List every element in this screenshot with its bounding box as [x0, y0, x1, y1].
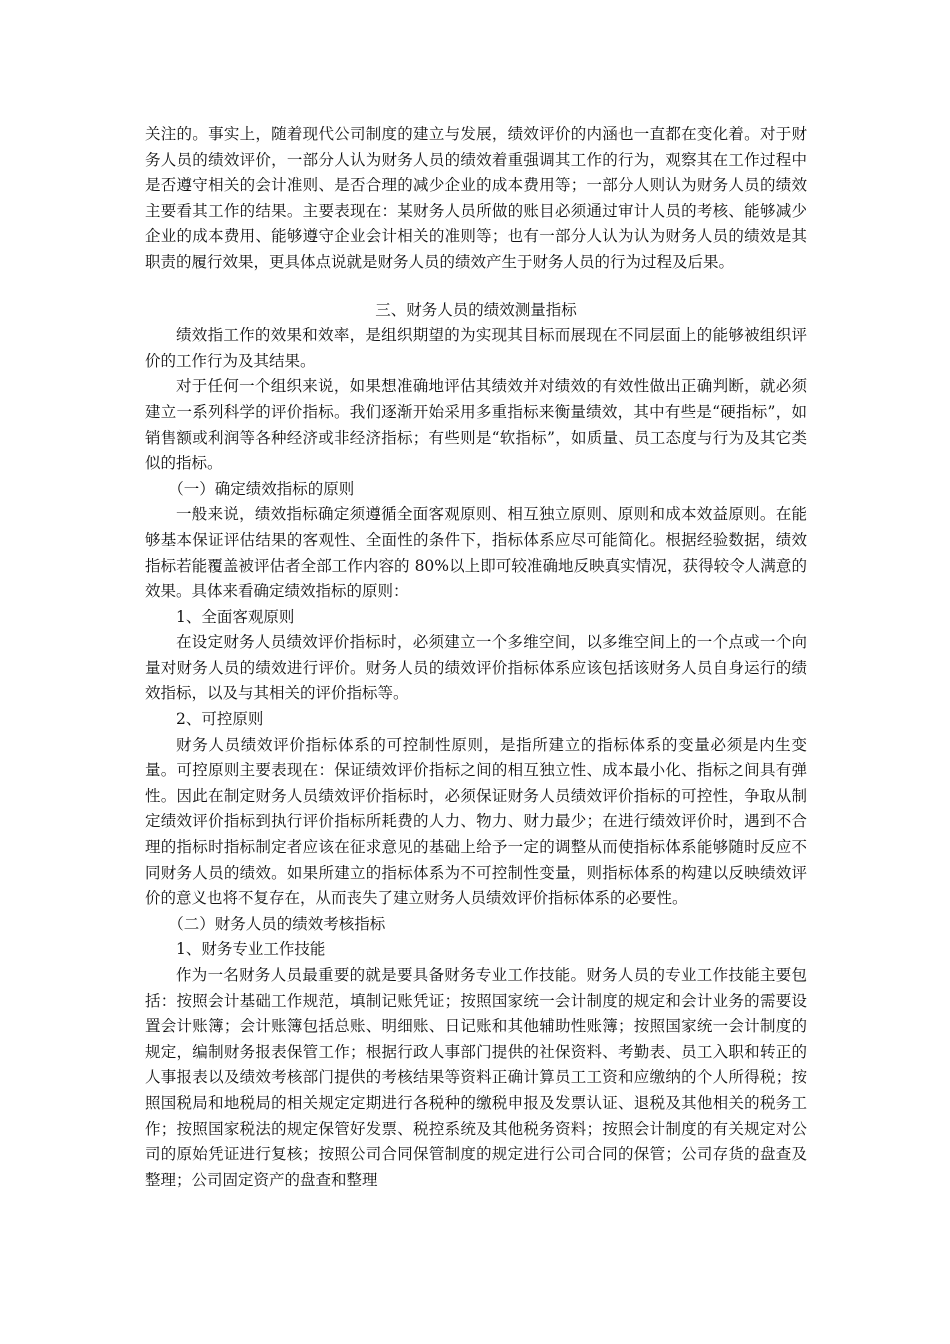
- paragraph: 对于任何一个组织来说，如果想准确地评估其绩效并对绩效的有效性做出正确判断，就必须建立一系列科学的评价指标。我们逐渐开始采用多重指标来衡量绩效，其中有些是“硬指标”，如销售额或利润等各种经济或非经济指标；有些则是“软指标”，如质量、员工态度与行为及其它类似的指标。: [145, 377, 807, 473]
- paragraph: 绩效指工作的效果和效率，是组织期望的为实现其目标而展现在不同层面上的能够被组织评价的工作行为及其结果。: [145, 326, 807, 370]
- paragraph-continuation: 关注的。事实上，随着现代公司制度的建立与发展，绩效评价的内涵也一直都在变化着。对于财务人员的绩效评价，一部分人认为财务人员的绩效着重强调其工作的行为，观察其在工作过程中是否遵守相关的会计准则、是否合理的减少企业的成本费用等；一部分人则认为财务人员的绩效主要看其工作的结果。主要表现在：某财务人员所做的账目必须通过审计人员的考核、能够减少企业的成本费用、能够遵守企业会计相关的准则等；也有一部分人认为认为财务人员的绩效是其职责的履行效果，更具体点说就是财务人员的绩效产生于财务人员的行为过程及后果。: [145, 125, 807, 271]
- paragraph: 作为一名财务人员最重要的就是要具备财务专业工作技能。财务人员的专业工作技能主要包括：按照会计基础工作规范，填制记账凭证；按照国家统一会计制度的规定和会计业务的需要设置会计账簿；会计账簿包括总账、明细账、日记账和其他辅助性账簿；按照国家统一会计制度的规定，编制财务报表保管工作；根据行政人事部门提供的社保资料、考勤表、员工入职和转正的人事报表以及绩效考核部门提供的考核结果等资料正确计算员工工资和应缴纳的个人所得税；按照国税局和地税局的相关规定定期进行各税种的缴税申报及发票认证、退税及其他相关的税务工作；按照国家税法的规定保管好发票、税控系统及其他税务资料；按照会计制度的有关规定对公司的原始凭证进行复核；按照公司合同保管制度的规定进行公司合同的保管；公司存货的盘查及整理；公司固定资产的盘查和整理: [145, 966, 807, 1189]
- subsection-heading: （一）确定绩效指标的原则: [168, 479, 355, 498]
- document-body: [145, 122, 807, 1193]
- paragraph: 在设定财务人员绩效评价指标时，必须建立一个多维空间，以多维空间上的一个点或一个向量对财务人员的绩效进行评价。财务人员的绩效评价指标体系应该包括该财务人员自身运行的绩效指标，以及与其相关的评价指标等。: [145, 633, 807, 703]
- paragraph: 一般来说，绩效指标确定须遵循全面客观原则、相互独立原则、原则和成本效益原则。在能够基本保证评估结果的客观性、全面性的条件下，指标体系应尽可能简化。根据经验数据，绩效指标若能覆盖被评估者全部工作内容的 80%以上即可较准确地反映真实情况，获得较令人满意的效果。具体来看确定绩效指标的原则：: [145, 505, 807, 601]
- paragraph: 财务人员绩效评价指标体系的可控制性原则，是指所建立的指标体系的变量必须是内生变量。可控原则主要表现在：保证绩效评价指标之间的相互独立性、成本最小化、指标之间具有弹性。因此在制定财务人员绩效评价指标时，必须保证财务人员绩效评价指标的可控性，争取从制定绩效评价指标到执行评价指标所耗费的人力、物力、财力最少；在进行绩效评价时，遇到不合理的指标时指标制定者应该在征求意见的基础上给予一定的调整从而使指标体系能够随时反应不同财务人员的绩效。如果所建立的指标体系为不可控制性变量，则指标体系的构建以反映绩效评价的意义也将不复存在，从而丧失了建立财务人员绩效评价指标体系的必要性。: [145, 735, 807, 908]
- subsection-heading: （二）财务人员的绩效考核指标: [168, 914, 386, 933]
- item-heading: 2、可控原则: [176, 710, 264, 729]
- section-heading: 三、财务人员的绩效测量指标: [375, 300, 577, 319]
- item-heading: 1、财务专业工作技能: [176, 940, 326, 959]
- item-heading: 1、全面客观原则: [176, 607, 295, 626]
